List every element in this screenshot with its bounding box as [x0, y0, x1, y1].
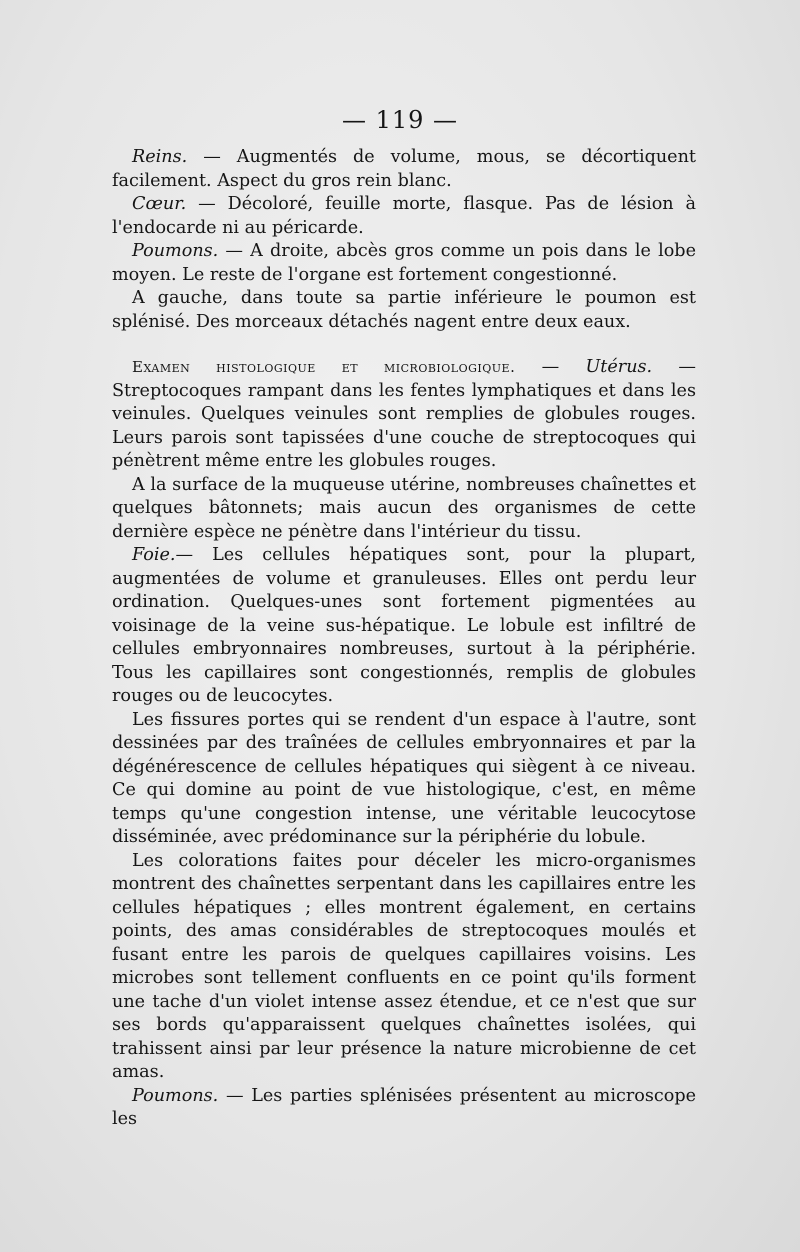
paragraph-lead: Reins. — [132, 147, 188, 167]
paragraph-examen-uterus: Examen histologique et microbiologique. — Utérus. — Streptocoques rampant dans les fentes lymphatiques et dans les veinules. Quelques veinules sont remplies de globules rouges. Leurs parois sont tapissées d'une couche de streptocoques qui pénètrent même entre les globules rouges. — [112, 357, 697, 471]
paragraph-text: — Décoloré, feuille morte, flasque. Pas de lésion à l'endocarde ni au péricarde. — [112, 194, 696, 238]
section-heading: Examen histologique et microbiologique. — [132, 358, 516, 376]
paragraph-text: A gauche, dans toute sa partie inférieure le poumon est splénisé. Des morceaux détachés nagent entre deux eaux. — [112, 288, 696, 332]
paragraph-foie — [112, 544, 696, 709]
paragraph-coeur — [112, 193, 696, 240]
paragraph-poumons-gauche — [112, 287, 696, 334]
paragraph-lead: Cœur. — [132, 194, 187, 214]
body-text — [112, 146, 696, 1132]
paragraph-lead: Foie. — [132, 545, 176, 565]
paragraph-lead: Poumons. — [132, 241, 219, 261]
paragraph-text: A la surface de la muqueuse utérine, nombreuses chaînettes et quelques bâtonnets; mais aucun des organismes de cette dernière espèce ne pénètre dans l'intérieur du tissu. — [112, 474, 696, 542]
paragraph-text: — Les parties splénisées présentent au microscope les — [112, 1085, 696, 1129]
paragraph-text: Les fissures portes qui se rendent d'un espace à l'autre, sont dessinées par des traînées de cellules embryonnaires et par la dégénérescence de cellules hépatiques qui siègent à ce niveau. Ce qui domine au point de vue histologique, c'est, en même temps qu'une congestion intense, une véritable leucocytose disséminée, avec prédominance sur la périphérie du lobule. — [112, 709, 696, 847]
paragraph-muqueuse — [112, 474, 696, 545]
paragraph-lead: Poumons. — [132, 1085, 219, 1106]
paragraph-lead: Utérus. — [585, 357, 653, 377]
paragraph-text: — Augmentés de volume, mous, se décortiquent facilement. Aspect du gros rein blanc. — [112, 147, 696, 191]
paragraph-fissures — [112, 709, 696, 850]
paragraph-poumons-droite — [112, 240, 696, 287]
paragraph-colorations — [112, 850, 696, 1085]
page-number: — 119 — — [341, 106, 459, 134]
paragraph-text: — Streptocoques rampant dans les fentes lymphatiques et dans les veinules. Quelques veinules sont remplies de globules rouges. Leurs parois sont tapissées d'une couche de streptocoques qui pénètrent même entre les globules rouges. — [112, 357, 697, 471]
paragraph-text: — Les cellules hépatiques sont, pour la plupart, augmentées de volume et granuleuses. Elles ont perdu leur ordination. Quelques-unes sont fortement pigmentées au voisinage de la veine sus-hépatique. Le lobule est infiltré de cellules embryonnaires nombreuses, surtout à la périphérie. Tous les capillaires sont congestionnés, remplis de globules rouges ou de leucocytes. — [112, 545, 696, 706]
paragraph-text: — A droite, abcès gros comme un pois dans le lobe moyen. Le reste de l'organe est fortement congestionné. — [112, 241, 696, 285]
paragraph-reins — [112, 146, 696, 193]
paragraph-poumons-microscope — [112, 1085, 696, 1132]
paragraph-text: Les colorations faites pour déceler les micro-organismes montrent des chaînettes serpentant dans les capillaires entre les cellules hépatiques ; elles montrent également, en certains points, des amas considérables de streptocoques moulés et fusant entre les parois de quelques capillaires voisins. Les microbes sont tellement confluents en ce point qu'ils forment une tache d'un violet intense assez étendue, et ce n'est que sur ses bords qu'apparaissent quelques chaînettes isolées, qui trahissent ainsi par leur présence la nature microbienne de cet amas. — [112, 850, 696, 1082]
